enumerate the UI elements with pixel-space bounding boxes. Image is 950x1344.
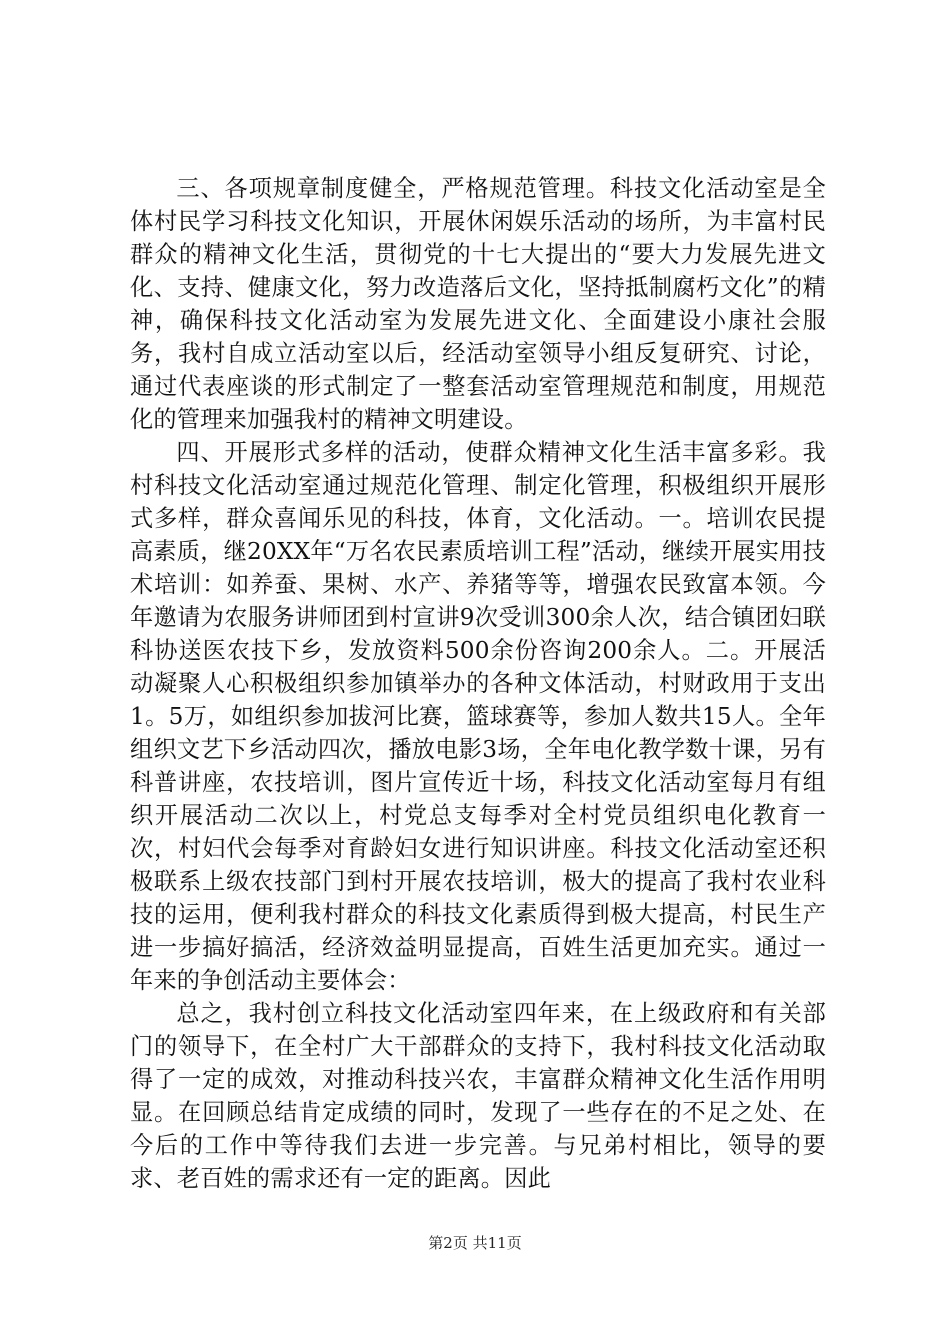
paragraph-activities: 四、开展形式多样的活动，使群众精神文化生活丰富多彩。我村科技文化活动室通过规范化管理、制定化管理，积极组织开展形式多样，群众喜闻乐见的科技，体育，文化活动。一。培训农民提高素质，继20XX年“万名农民素质培训工程”活动，继续开展实用技术培训：如养蚕、果树、水产、养猪等等，增强农民致富本领。今年邀请为农服务讲师团到村宣讲9次受训300余人次，结合镇团妇联科协送医农技下乡，发放资料500余份咨询200余人。二。开展活动凝聚人心积极组织参加镇举办的各种文体活动，村财政用于支出1。5万，如组织参加拔河比赛，篮球赛等，参加人数共15人。全年组织文艺下乡活动四次，播放电影3场，全年电化教学数十课，另有科普讲座，农技培训，图片宣传近十场，科技文化活动室每月有组织开展活动二次以上，村党总支每季对全村党员组织电化教育一次，村妇代会每季对育龄妇女进行知识讲座。科技文化活动室还积极联系上级农技部门到村开展农技培训，极大的提高了我村农业科技的运用，便利我村群众的科技文化素质得到极大提高，村民生产进一步搞好搞活，经济效益明显提高，百姓生活更加充实。通过一年来的争创活动主要体会： [130,439,826,994]
document-body [130,172,826,1195]
page-footer: 第2页 共11页 [428,1234,522,1252]
paragraph-summary: 总之，我村创立科技文化活动室四年来，在上级政府和有关部门的领导下，在全村广大干部群众的支持下，我村科技文化活动取得了一定的成效，对推动科技兴农，丰富群众精神文化生活作用明显。在回顾总结肯定成绩的同时，发现了一些存在的不足之处、在今后的工作中等待我们去进一步完善。与兄弟村相比，领导的要求、老百姓的需求还有一定的距离。因此 [130,1000,826,1192]
paragraph-regulations: 三、各项规章制度健全，严格规范管理。科技文化活动室是全体村民学习科技文化知识，开展休闲娱乐活动的场所，为丰富村民群众的精神文化生活，贯彻党的十七大提出的“要大力发展先进文化、支持、健康文化，努力改造落后文化，坚持抵制腐朽文化”的精神，确保科技文化活动室为发展先进文化、全面建设小康社会服务，我村自成立活动室以后，经活动室领导小组反复研究、讨论，通过代表座谈的形式制定了一整套活动室管理规范和制度，用规范化的管理来加强我村的精神文明建设。 [130,175,826,433]
